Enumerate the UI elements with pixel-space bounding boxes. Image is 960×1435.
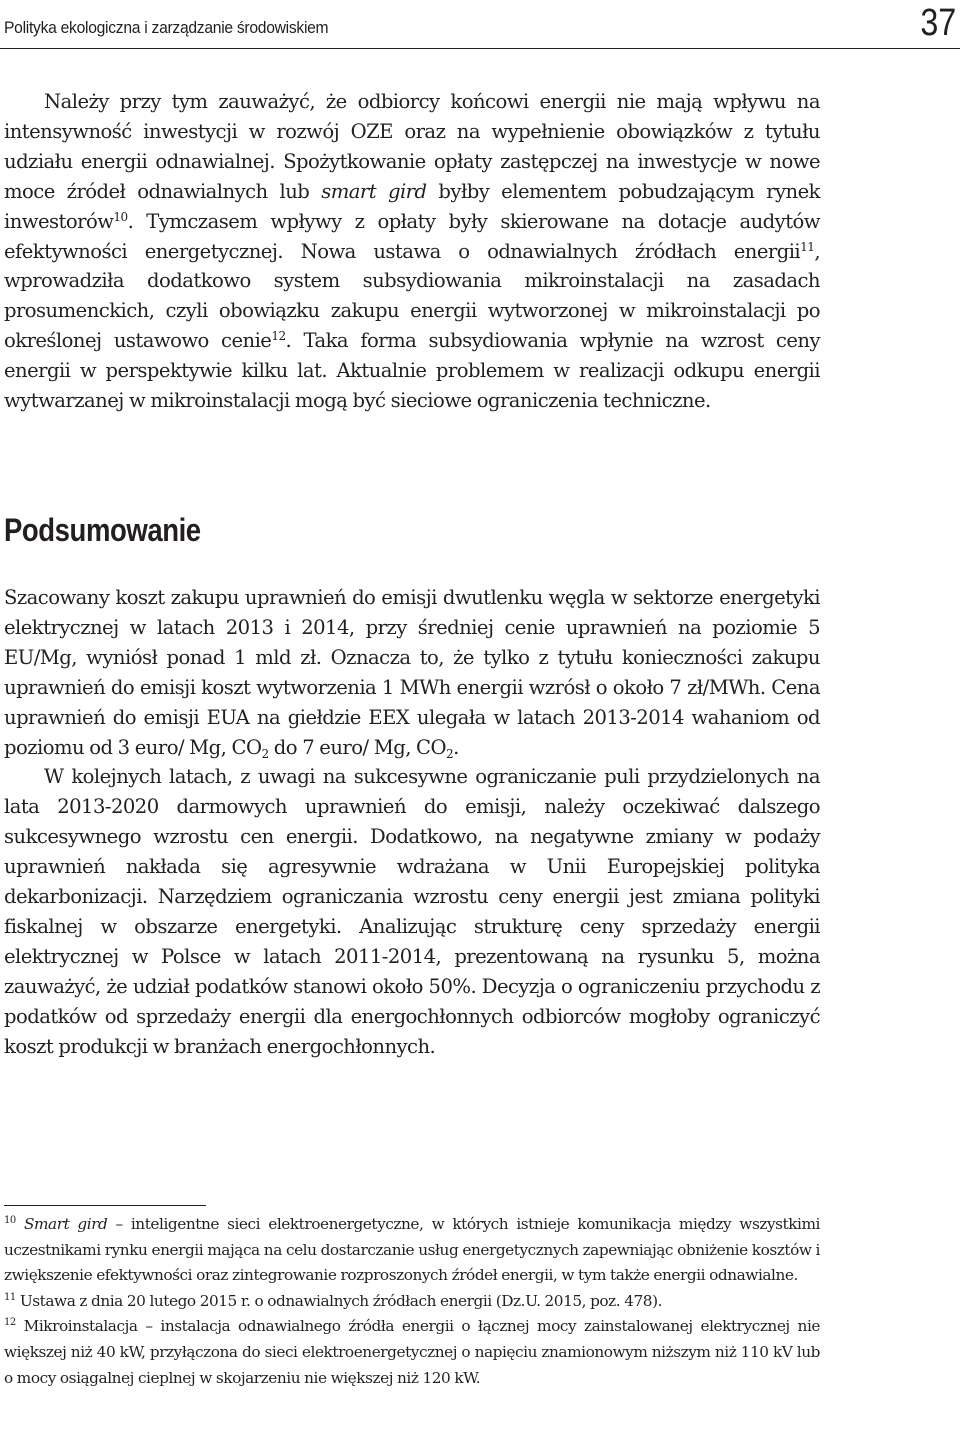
page-number: 37 <box>920 2 956 44</box>
intro-paragraph-block <box>4 87 820 416</box>
paragraph: Szacowany koszt zakupu uprawnień do emisji dwutlenku węgla w sektorze energetyki elektrycznej w latach 2013 i 2014, przy średniej cenie uprawnień na poziomie 5 EU/Mg, wyniósł ponad 1 mld zł. Oznacza to, że tylko z tytułu konieczności zakupu uprawnień do emisji koszt wytworzenia 1 MWh energii wzrósł o około 7 zł/MWh. Cena uprawnień do emisji EUA na giełdzie EEX ulegała w latach 2013-2014 wahaniom od poziomu od 3 euro/ Mg, $CO_2$ do 7 euro/ Mg, $CO_2$. <box>4 586 820 761</box>
footnote-term: Smart gird <box>23 1215 108 1233</box>
section-heading: Podsumowanie <box>4 512 201 548</box>
paragraph: Należy przy tym zauważyć, że odbiorcy końcowi energii nie mają wpływu na intensywność inwestycji w rozwój OZE oraz na wypełnienie obowiązków z tytułu udziału energii odnawialnej. Spożytkowanie opłaty zastępczej na inwestycje w nowe moce źródeł odnawialnych lub smart gird byłby elementem pobudzającym rynek inwestorów$^{10}$. Tymczasem wpływy z opłaty były skierowane na dotacje audytów efektywności energetycznej. Nowa ustawa o odnawialnych źródłach energii$^{11}$, wprowadziła dodatkowo system subsydiowania mikroinstalacji na zasadach prosumenckich, czyli obowiązku zakupu energii wytworzonej w mikroinstalacji po określonej ustawowo cenie$^{12}$. Taka forma subsydiowania wpłynie na wzrost ceny energii w perspektywie kilku lat. Aktualnie problemem w realizacji odkupu energii wytwarzanej w mikroinstalacji mogą być sieciowe ograniczenia techniczne. <box>4 90 820 413</box>
footnote-ref: 12 <box>271 329 286 344</box>
footnote-divider <box>4 1205 206 1206</box>
footnote-ref: 11 <box>800 239 815 254</box>
footnote: $^{11}$ Ustawa z dnia 20 lutego 2015 r. o odnawialnych źródłach energii (Dz.U. 2015, poz. 478). <box>4 1291 662 1310</box>
subscript: 2 <box>261 746 269 761</box>
footnote: $^{12}$ Mikroinstalacja – instalacja odnawialnego źródła energii o łącznej mocy zainstalowanej elektrycznej nie większej niż 40 kW, przyłączona do sieci elektroenergetycznej o napięciu znamionowym niższym niż 110 kV lub o mocy osiągalnej cieplnej w skojarzeniu nie większej niż 120 kW. <box>4 1317 820 1387</box>
page-header <box>0 0 960 49</box>
subscript: 2 <box>446 746 454 761</box>
emphasis: smart gird <box>321 179 427 203</box>
footnote-ref: 10 <box>113 209 128 224</box>
summary-section <box>4 583 820 1062</box>
footnote: $^{10}$ Smart gird – inteligentne sieci elektroenergetyczne, w których istnieje komunikacja między wszystkimi uczestnikami rynku energii mająca na celu dostarczanie usług energetycznych zapewniając obniżenie kosztów i zwiększenie efektywności oraz zintegrowanie rozproszonych źródeł energii, w tym także energii odnawialne. <box>4 1215 820 1285</box>
footnotes <box>4 1212 820 1391</box>
running-title: Polityka ekologiczna i zarządzanie środowiskiem <box>4 18 329 37</box>
paragraph: W kolejnych latach, z uwagi na sukcesywne ograniczanie puli przydzielonych na lata 2013-2020 darmowych uprawnień do emisji, należy oczekiwać dalszego sukcesywnego wzrostu cen energii. Dodatkowo, na negatywne zmiany w podaży uprawnień nakłada się agresywnie wdrażana w Unii Europejskiej polityka dekarbonizacji. Narzędziem ograniczania wzrostu ceny energii jest zmiana polityki fiskalnej w obszarze energetyki. Analizując strukturę ceny sprzedaży energii elektrycznej w Polsce w latach 2011-2014, prezentowaną na rysunku 5, można zauważyć, że udział podatków stanowi około 50%. Decyzja o ograniczeniu przychodu z podatków od sprzedaży energii dla energochłonnych odbiorców mogłoby ograniczyć koszt produkcji w branżach energochłonnych. <box>4 765 820 1058</box>
